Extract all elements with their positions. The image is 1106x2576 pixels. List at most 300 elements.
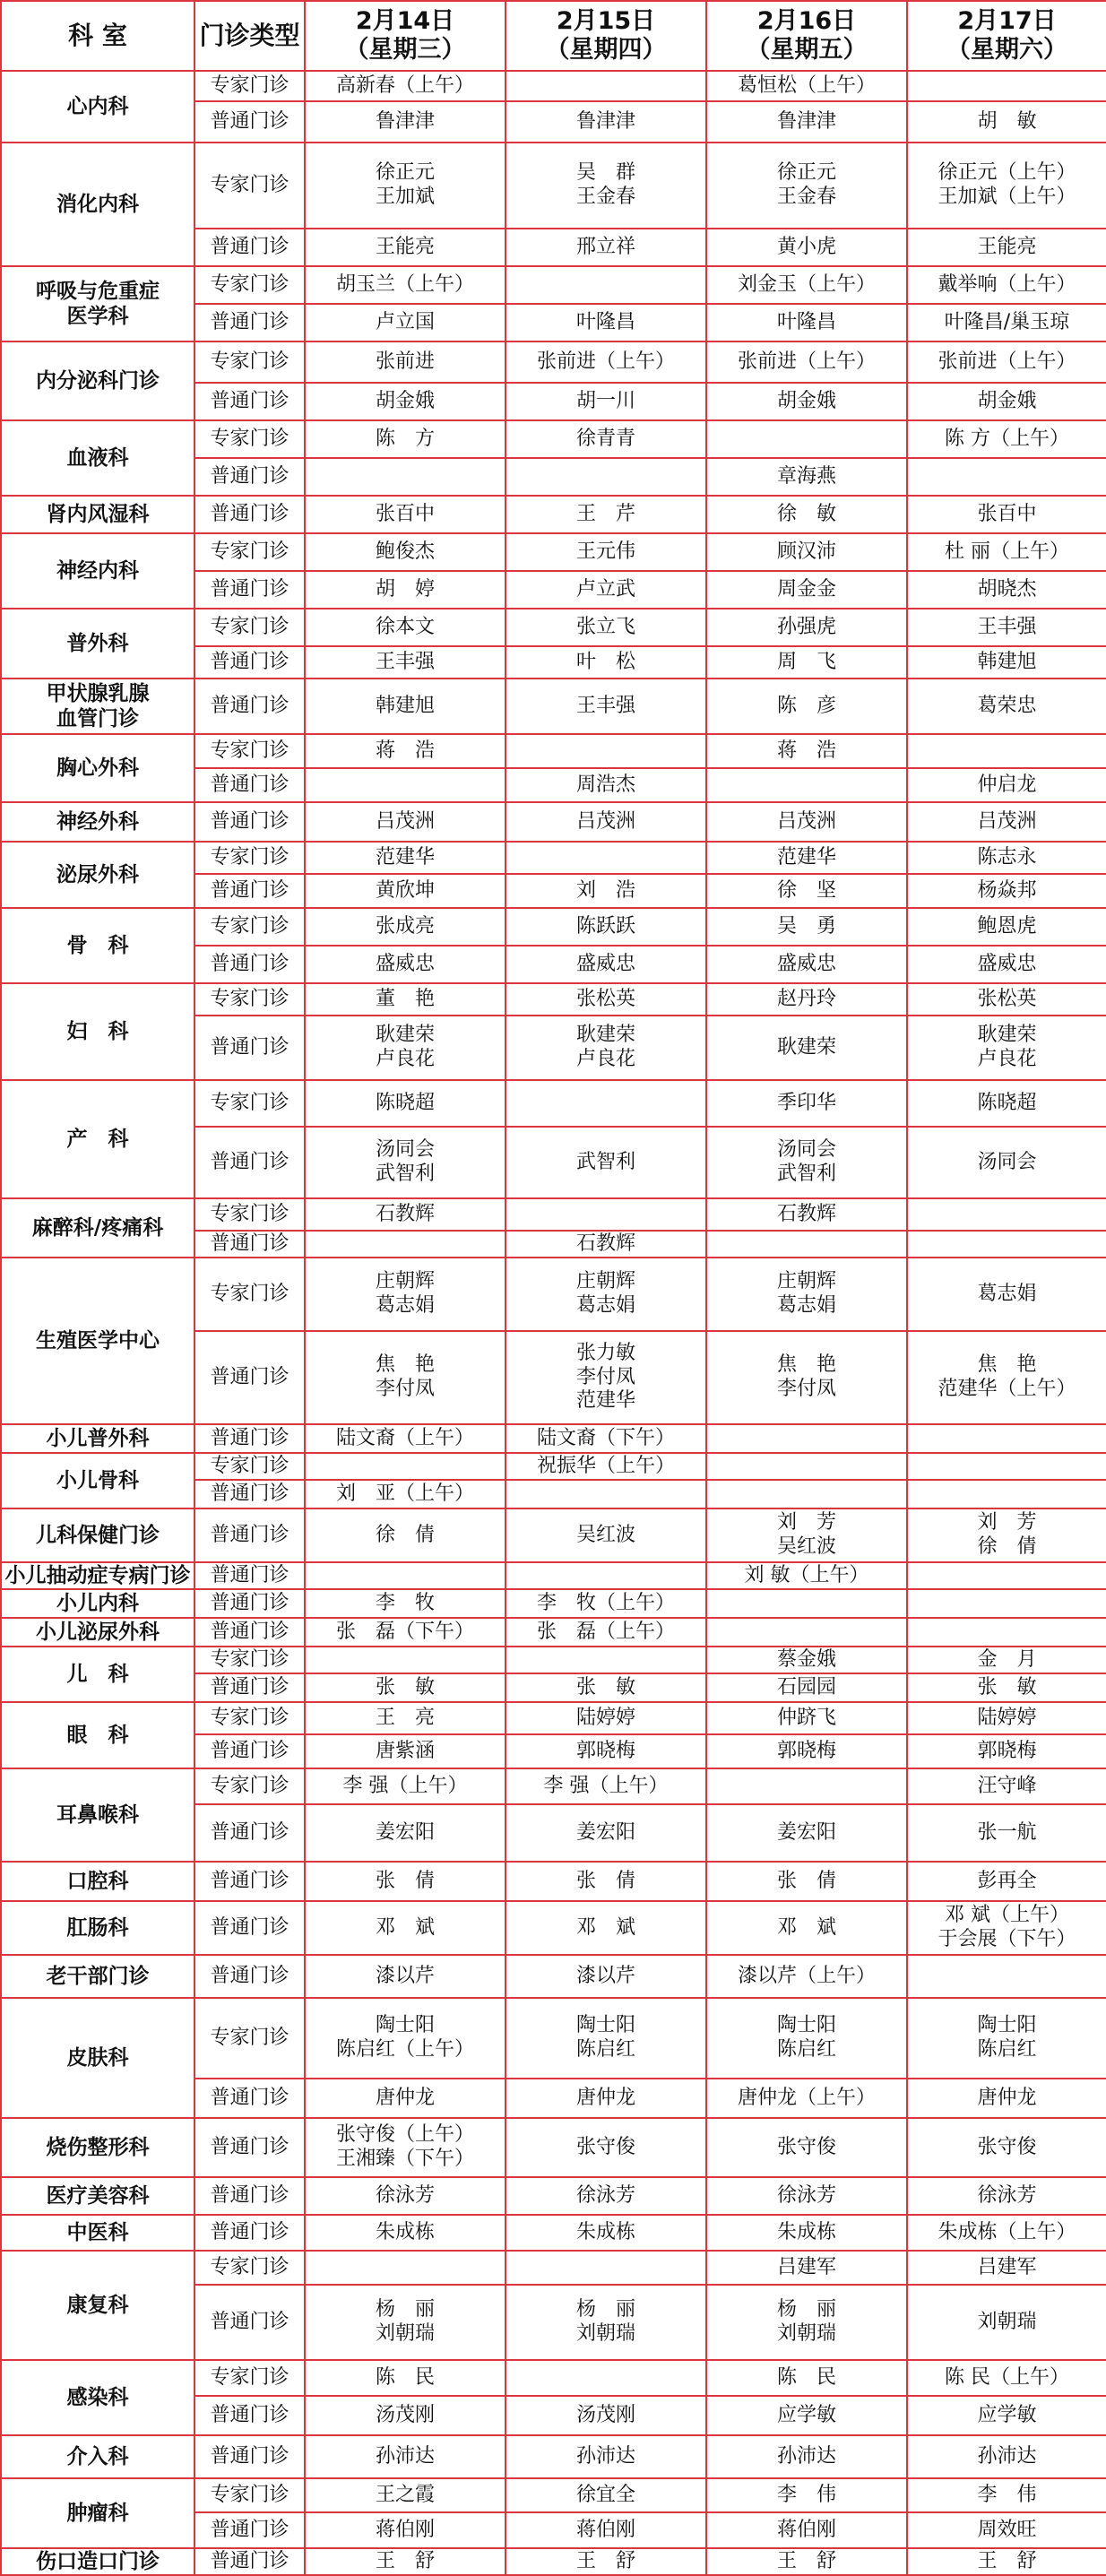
clinic-type: 专家门诊	[194, 908, 305, 946]
doctor-cell: 卢立国	[305, 304, 505, 341]
header-row	[1, 1, 1106, 71]
doctor-cell: 吴红波	[505, 1508, 706, 1562]
doctor-cell: 孙沛达	[305, 2435, 505, 2478]
doctor-cell: 彭再全	[907, 1862, 1106, 1901]
doctor-cell: 张力敏 李付凤 范建华	[505, 1331, 706, 1424]
clinic-type: 普通门诊	[194, 2215, 305, 2251]
doctor-cell: 胡一川	[505, 383, 706, 420]
department-name: 皮肤科	[1, 1998, 194, 2118]
clinic-type: 普通门诊	[194, 304, 305, 341]
table-row	[1, 908, 1106, 946]
doctor-cell: 王 舒	[305, 2548, 505, 2575]
department-name: 康复科	[1, 2251, 194, 2360]
clinic-type: 专家门诊	[194, 1258, 305, 1331]
doctor-cell: 王丰强	[305, 646, 505, 679]
clinic-type: 专家门诊	[194, 609, 305, 646]
doctor-cell: 张 敏	[907, 1673, 1106, 1702]
doctor-cell: 唐仲龙	[505, 2079, 706, 2118]
doctor-cell: 蒋 浩	[706, 734, 907, 768]
clinic-type: 普通门诊	[194, 2079, 305, 2118]
header-day-1: 2月14日 （星期三）	[305, 1, 505, 71]
clinic-type: 专家门诊	[194, 2360, 305, 2396]
doctor-cell: 张 磊（下午）	[305, 1618, 505, 1647]
table-row	[1, 496, 1106, 533]
doctor-cell: 耿建荣	[706, 1016, 907, 1080]
doctor-cell: 徐正元 王金春	[706, 143, 907, 229]
doctor-cell: 徐 敏	[706, 496, 907, 533]
department-name: 小儿抽动症专病门诊	[1, 1562, 194, 1589]
doctor-cell: 陈 方（上午）	[907, 420, 1106, 458]
clinic-type: 普通门诊	[194, 2285, 305, 2360]
clinic-type: 专家门诊	[194, 71, 305, 101]
doctor-cell: 周 飞	[706, 646, 907, 679]
doctor-cell: 汤同会	[907, 1127, 1106, 1198]
doctor-cell: 刘金玉（上午）	[706, 266, 907, 304]
table-row	[1, 2215, 1106, 2251]
doctor-cell: 陈 民	[305, 2360, 505, 2396]
doctor-cell: 郭晓梅	[706, 1734, 907, 1768]
doctor-cell: 张守俊	[706, 2118, 907, 2177]
doctor-cell: 刘 芳 徐 倩	[907, 1508, 1106, 1562]
clinic-type: 专家门诊	[194, 1198, 305, 1231]
doctor-cell: 陈跃跃	[505, 908, 706, 946]
doctor-cell: 蒋 浩	[305, 734, 505, 768]
doctor-cell: 陶士阳 陈启红	[907, 1998, 1106, 2079]
doctor-cell: 张守俊（上午） 王湘臻（下午）	[305, 2118, 505, 2177]
doctor-cell: 陆婷婷	[907, 1702, 1106, 1734]
doctor-cell: 孙沛达	[706, 2435, 907, 2478]
doctor-cell	[706, 1768, 907, 1804]
table-row	[1, 143, 1106, 229]
doctor-cell: 李 牧（上午）	[505, 1589, 706, 1618]
doctor-cell	[706, 1231, 907, 1258]
table-row	[1, 609, 1106, 646]
doctor-cell: 胡 婷	[305, 571, 505, 609]
doctor-cell: 张前进（上午）	[907, 341, 1106, 383]
doctor-cell: 叶 松	[505, 646, 706, 679]
clinic-type: 普通门诊	[194, 2548, 305, 2575]
doctor-cell: 胡金娥	[706, 383, 907, 420]
clinic-type: 专家门诊	[194, 1453, 305, 1480]
doctor-cell: 葛恒松（上午）	[706, 71, 907, 101]
doctor-cell: 郭晓梅	[907, 1734, 1106, 1768]
doctor-cell: 石教辉	[505, 1231, 706, 1258]
doctor-cell: 吕建军	[706, 2251, 907, 2285]
doctor-cell: 张 磊（上午）	[505, 1618, 706, 1647]
doctor-cell: 陈 民	[706, 2360, 907, 2396]
clinic-type: 专家门诊	[194, 420, 305, 458]
doctor-cell: 耿建荣 卢良花	[907, 1016, 1106, 1080]
doctor-cell: 徐泳芳	[505, 2177, 706, 2215]
doctor-cell: 石教辉	[305, 1198, 505, 1231]
clinic-type: 普通门诊	[194, 496, 305, 533]
doctor-cell	[505, 458, 706, 496]
clinic-type: 普通门诊	[194, 768, 305, 802]
doctor-cell: 周浩杰	[505, 768, 706, 802]
doctor-cell	[505, 1198, 706, 1231]
department-name: 烧伤整形科	[1, 2118, 194, 2177]
doctor-cell: 徐泳芳	[706, 2177, 907, 2215]
doctor-cell: 石园园	[706, 1673, 907, 1702]
department-name: 医疗美容科	[1, 2177, 194, 2215]
clinic-type: 普通门诊	[194, 1804, 305, 1862]
doctor-cell: 杨 丽 刘朝瑞	[706, 2285, 907, 2360]
doctor-cell: 杨 丽 刘朝瑞	[305, 2285, 505, 2360]
department-name: 伤口造口门诊	[1, 2548, 194, 2575]
table-row	[1, 983, 1106, 1016]
doctor-cell: 叶隆昌	[706, 304, 907, 341]
doctor-cell: 姜宏阳	[305, 1804, 505, 1862]
clinic-type: 普通门诊	[194, 2512, 305, 2548]
doctor-cell: 唐仲龙	[305, 2079, 505, 2118]
doctor-cell: 陆文裔（上午）	[305, 1424, 505, 1453]
department-name: 肾内风湿科	[1, 496, 194, 533]
table-row	[1, 2548, 1106, 2575]
clinic-type: 普通门诊	[194, 1589, 305, 1618]
doctor-cell: 陶士阳 陈启红（上午）	[305, 1998, 505, 2079]
doctor-cell: 朱成栋	[505, 2215, 706, 2251]
doctor-cell	[907, 71, 1106, 101]
doctor-cell	[505, 2360, 706, 2396]
doctor-cell: 耿建荣 卢良花	[305, 1016, 505, 1080]
table-row	[1, 802, 1106, 842]
doctor-cell: 张百中	[907, 496, 1106, 533]
department-name: 肛肠科	[1, 1901, 194, 1955]
doctor-cell: 汤茂刚	[305, 2396, 505, 2435]
doctor-cell: 汤同会 武智利	[305, 1127, 505, 1198]
doctor-cell	[706, 1453, 907, 1480]
department-name: 生殖医学中心	[1, 1258, 194, 1424]
doctor-cell: 王 亮	[305, 1702, 505, 1734]
doctor-cell	[907, 1453, 1106, 1480]
doctor-cell	[505, 2251, 706, 2285]
doctor-cell: 汤同会 武智利	[706, 1127, 907, 1198]
doctor-cell: 吕茂洲	[305, 802, 505, 842]
doctor-cell	[305, 1562, 505, 1589]
table-row	[1, 1955, 1106, 1998]
doctor-cell: 盛威忠	[505, 946, 706, 983]
clinic-type: 普通门诊	[194, 101, 305, 143]
clinic-type: 普通门诊	[194, 1424, 305, 1453]
doctor-cell: 张 敏	[305, 1673, 505, 1702]
doctor-cell: 胡金娥	[305, 383, 505, 420]
doctor-cell: 董 艳	[305, 983, 505, 1016]
table-row	[1, 420, 1106, 458]
doctor-cell: 张松英	[505, 983, 706, 1016]
doctor-cell: 汪守峰	[907, 1768, 1106, 1804]
department-name: 眼 科	[1, 1702, 194, 1768]
department-name: 肿瘤科	[1, 2478, 194, 2548]
doctor-cell	[706, 1589, 907, 1618]
doctor-cell	[907, 1618, 1106, 1647]
clinic-type: 普通门诊	[194, 2118, 305, 2177]
doctor-cell: 朱成栋	[706, 2215, 907, 2251]
table-row	[1, 2251, 1106, 2285]
doctor-cell: 焦 艳 范建华（上午）	[907, 1331, 1106, 1424]
doctor-cell: 汤茂刚	[505, 2396, 706, 2435]
doctor-cell	[706, 1424, 907, 1453]
table-row	[1, 2177, 1106, 2215]
doctor-cell: 张百中	[305, 496, 505, 533]
doctor-cell: 刘 芳 吴红波	[706, 1508, 907, 1562]
doctor-cell: 吕建军	[907, 2251, 1106, 2285]
doctor-cell	[505, 266, 706, 304]
doctor-cell	[907, 1589, 1106, 1618]
department-name: 泌尿外科	[1, 842, 194, 908]
clinic-type: 普通门诊	[194, 229, 305, 266]
doctor-cell: 王 舒	[505, 2548, 706, 2575]
doctor-cell	[907, 1480, 1106, 1508]
doctor-cell: 蒋伯刚	[305, 2512, 505, 2548]
doctor-cell: 王能亮	[907, 229, 1106, 266]
doctor-cell: 陶士阳 陈启红	[706, 1998, 907, 2079]
doctor-cell: 张前进	[305, 341, 505, 383]
doctor-cell: 孙强虎	[706, 609, 907, 646]
clinic-type: 普通门诊	[194, 1618, 305, 1647]
doctor-cell: 吕茂洲	[907, 802, 1106, 842]
clinic-type: 专家门诊	[194, 1768, 305, 1804]
doctor-cell: 杨 丽 刘朝瑞	[505, 2285, 706, 2360]
doctor-cell: 陈 彦	[706, 679, 907, 734]
clinic-type: 普通门诊	[194, 1862, 305, 1901]
table-row	[1, 533, 1106, 571]
doctor-cell: 张 敏	[505, 1673, 706, 1702]
department-name: 甲状腺乳腺 血管门诊	[1, 679, 194, 734]
table-row	[1, 1589, 1106, 1618]
doctor-cell: 胡 敏	[907, 101, 1106, 143]
doctor-cell: 葛志娟	[907, 1258, 1106, 1331]
doctor-cell: 戴举响（上午）	[907, 266, 1106, 304]
doctor-cell	[907, 1955, 1106, 1998]
department-name: 神经内科	[1, 533, 194, 609]
department-name: 感染科	[1, 2360, 194, 2435]
header-day-4: 2月17日 （星期六）	[907, 1, 1106, 71]
table-row	[1, 266, 1106, 304]
doctor-cell: 陈志永	[907, 842, 1106, 874]
clinic-type: 专家门诊	[194, 1702, 305, 1734]
doctor-cell: 周金金	[706, 571, 907, 609]
header-day-2: 2月15日 （星期四）	[505, 1, 706, 71]
doctor-cell: 吴 群 王金春	[505, 143, 706, 229]
department-name: 麻醉科/疼痛科	[1, 1198, 194, 1258]
doctor-cell: 应学敏	[907, 2396, 1106, 2435]
department-name: 小儿骨科	[1, 1453, 194, 1508]
doctor-cell: 邓 斌	[505, 1901, 706, 1955]
table-row	[1, 842, 1106, 874]
doctor-cell: 武智利	[505, 1127, 706, 1198]
doctor-cell: 徐 坚	[706, 874, 907, 908]
doctor-cell: 祝振华（上午）	[505, 1453, 706, 1480]
clinic-type: 普通门诊	[194, 1901, 305, 1955]
table-row	[1, 1424, 1106, 1453]
clinic-type: 普通门诊	[194, 802, 305, 842]
table-row	[1, 2478, 1106, 2512]
doctor-cell: 金 月	[907, 1647, 1106, 1673]
doctor-cell: 王 芹	[505, 496, 706, 533]
clinic-type: 普通门诊	[194, 571, 305, 609]
department-name: 儿科保健门诊	[1, 1508, 194, 1562]
doctor-cell	[907, 1231, 1106, 1258]
doctor-cell: 盛威忠	[907, 946, 1106, 983]
header-dept: 科 室	[1, 1, 194, 71]
doctor-cell	[305, 1231, 505, 1258]
doctor-cell: 陆婷婷	[505, 1702, 706, 1734]
clinic-type: 专家门诊	[194, 1080, 305, 1127]
doctor-cell: 王丰强	[505, 679, 706, 734]
doctor-cell	[505, 1647, 706, 1673]
table-row	[1, 1618, 1106, 1647]
doctor-cell: 张 倩	[505, 1862, 706, 1901]
table-row	[1, 1998, 1106, 2079]
doctor-cell: 王元伟	[505, 533, 706, 571]
clinic-type: 专家门诊	[194, 983, 305, 1016]
doctor-cell: 刘 亚（上午）	[305, 1480, 505, 1508]
doctor-cell: 徐正元 王加斌	[305, 143, 505, 229]
doctor-cell: 张前进（上午）	[505, 341, 706, 383]
doctor-cell: 徐宜全	[505, 2478, 706, 2512]
doctor-cell: 叶隆昌	[505, 304, 706, 341]
doctor-cell: 庄朝辉 葛志娟	[305, 1258, 505, 1331]
table-row	[1, 1647, 1106, 1673]
department-name: 小儿普外科	[1, 1424, 194, 1453]
clinic-type: 专家门诊	[194, 734, 305, 768]
doctor-cell: 朱成栋	[305, 2215, 505, 2251]
table-row	[1, 1768, 1106, 1804]
table-row	[1, 1702, 1106, 1734]
doctor-cell	[505, 842, 706, 874]
doctor-cell: 孙沛达	[505, 2435, 706, 2478]
doctor-cell: 季印华	[706, 1080, 907, 1127]
clinic-type: 普通门诊	[194, 1734, 305, 1768]
doctor-cell: 邓 斌	[706, 1901, 907, 1955]
header-day-3: 2月16日 （星期五）	[706, 1, 907, 71]
doctor-cell: 刘 浩	[505, 874, 706, 908]
doctor-cell: 章海燕	[706, 458, 907, 496]
doctor-cell: 漆以芹（上午）	[706, 1955, 907, 1998]
doctor-cell: 徐青青	[505, 420, 706, 458]
doctor-cell: 鲁津津	[505, 101, 706, 143]
doctor-cell: 鲁津津	[305, 101, 505, 143]
clinic-type: 普通门诊	[194, 1231, 305, 1258]
department-name: 小儿内科	[1, 1589, 194, 1618]
doctor-cell: 王丰强	[907, 609, 1106, 646]
department-name: 耳鼻喉科	[1, 1768, 194, 1862]
doctor-cell: 张前进（上午）	[706, 341, 907, 383]
table-row	[1, 1198, 1106, 1231]
doctor-cell	[706, 768, 907, 802]
doctor-cell: 张守俊	[505, 2118, 706, 2177]
doctor-cell	[505, 1080, 706, 1127]
doctor-cell: 杨焱邦	[907, 874, 1106, 908]
doctor-cell: 李 伟	[907, 2478, 1106, 2512]
clinic-type: 普通门诊	[194, 1127, 305, 1198]
clinic-type: 普通门诊	[194, 946, 305, 983]
doctor-cell: 胡玉兰（上午）	[305, 266, 505, 304]
clinic-type: 专家门诊	[194, 2251, 305, 2285]
table-row	[1, 1258, 1106, 1331]
doctor-cell	[505, 1480, 706, 1508]
doctor-cell: 邓 斌	[305, 1901, 505, 1955]
doctor-cell: 唐仲龙	[907, 2079, 1106, 2118]
clinic-type: 普通门诊	[194, 646, 305, 679]
doctor-cell: 高新春（上午）	[305, 71, 505, 101]
doctor-cell	[907, 1562, 1106, 1589]
doctor-cell: 李 强（上午）	[305, 1768, 505, 1804]
doctor-cell: 鲁津津	[706, 101, 907, 143]
doctor-cell	[706, 1480, 907, 1508]
table-row	[1, 1508, 1106, 1562]
doctor-cell: 徐泳芳	[305, 2177, 505, 2215]
doctor-cell: 鲍俊杰	[305, 533, 505, 571]
table-row	[1, 341, 1106, 383]
doctor-cell: 应学敏	[706, 2396, 907, 2435]
department-name: 血液科	[1, 420, 194, 496]
doctor-cell: 黄小虎	[706, 229, 907, 266]
doctor-cell: 周效旺	[907, 2512, 1106, 2548]
clinic-type: 普通门诊	[194, 1955, 305, 1998]
doctor-cell: 杜 丽（上午）	[907, 533, 1106, 571]
doctor-cell: 陆文裔（下午）	[505, 1424, 706, 1453]
table-row	[1, 679, 1106, 734]
doctor-cell: 吕茂洲	[505, 802, 706, 842]
doctor-cell	[907, 734, 1106, 768]
table-row	[1, 71, 1106, 101]
doctor-cell: 盛威忠	[305, 946, 505, 983]
clinic-type: 普通门诊	[194, 2435, 305, 2478]
doctor-cell: 邓 斌（上午） 于会展（下午）	[907, 1901, 1106, 1955]
clinic-type: 普通门诊	[194, 1016, 305, 1080]
department-name: 妇 科	[1, 983, 194, 1080]
table-row	[1, 2360, 1106, 2396]
doctor-cell	[505, 1562, 706, 1589]
doctor-cell: 石教辉	[706, 1198, 907, 1231]
doctor-cell	[305, 1453, 505, 1480]
doctor-cell: 鲍恩虎	[907, 908, 1106, 946]
table-row	[1, 1862, 1106, 1901]
doctor-cell: 葛荣忠	[907, 679, 1106, 734]
department-name: 心内科	[1, 71, 194, 143]
clinic-type: 专家门诊	[194, 533, 305, 571]
doctor-cell: 朱成栋（上午）	[907, 2215, 1106, 2251]
doctor-cell: 盛威忠	[706, 946, 907, 983]
department-name: 中医科	[1, 2215, 194, 2251]
header-clinic-type: 门诊类型	[194, 1, 305, 71]
doctor-cell: 吕茂洲	[706, 802, 907, 842]
department-name: 骨 科	[1, 908, 194, 983]
doctor-cell	[706, 1618, 907, 1647]
doctor-cell: 陈 方	[305, 420, 505, 458]
doctor-cell	[305, 2251, 505, 2285]
doctor-cell: 漆以芹	[505, 1955, 706, 1998]
doctor-cell: 王能亮	[305, 229, 505, 266]
clinic-type: 普通门诊	[194, 458, 305, 496]
doctor-cell: 张一航	[907, 1804, 1106, 1862]
doctor-cell	[305, 1647, 505, 1673]
doctor-cell: 张 倩	[706, 1862, 907, 1901]
department-name: 小儿泌尿外科	[1, 1618, 194, 1647]
department-name: 介入科	[1, 2435, 194, 2478]
doctor-cell: 仲启龙	[907, 768, 1106, 802]
doctor-cell: 邢立祥	[505, 229, 706, 266]
doctor-cell: 焦 艳 李付凤	[305, 1331, 505, 1424]
clinic-type: 普通门诊	[194, 679, 305, 734]
doctor-cell: 卢立武	[505, 571, 706, 609]
doctor-cell: 陶士阳 陈启红	[505, 1998, 706, 2079]
doctor-cell: 张守俊	[907, 2118, 1106, 2177]
department-name: 口腔科	[1, 1862, 194, 1901]
clinic-type: 普通门诊	[194, 1562, 305, 1589]
table-row	[1, 2435, 1106, 2478]
